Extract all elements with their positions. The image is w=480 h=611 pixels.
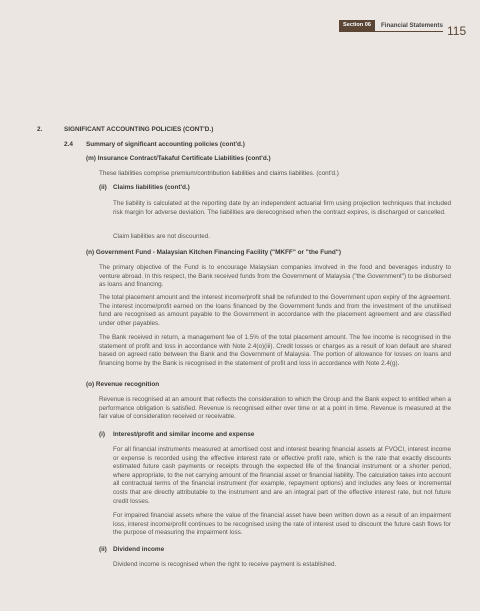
section-m-sub-para-1: The liability is calculated at the reporting date by an independent actuarial firm using projection techniques that included risk margin for adverse deviation. The liabilities are derecognised when the contract expires, is discharged or cancelled. <box>113 200 451 216</box>
heading-2-title: SIGNIFICANT ACCOUNTING POLICIES (CONT'D.) <box>64 126 214 133</box>
section-m-heading: (m) Insurance Contract/Takaful Certificate Liabilities (cont'd.) <box>86 155 271 162</box>
section-o-sub1-label: (i) <box>99 431 106 438</box>
section-title: Financial Statements <box>381 22 443 29</box>
section-o-sub2-label: (ii) <box>99 546 107 553</box>
section-n-para-1: The primary objective of the Fund is to encourage Malaysian companies involved in the food and beverages industry to venture abroad. In this respect, the Bank received funds from the Government of Malaysia ("the Government") to be disbursed as loans and financing. <box>99 264 451 289</box>
section-o-sub1-para-1: For all financial instruments measured at amortised cost and interest bearing financial assets at FVOCI, interest income or expense is recorded using the effective interest rate or effective profit rate, which is the rate that exactly discounts estimated future cash payments or receipts through the expected life of the financial instrument or a shorter period, where appropriate, to the net carrying amount of the financial asset or financial liability. The calculation takes into account all contractual terms of the financial instrument (for example, repayment options) and includes any fees or incremental costs that are directly attributable to the instrument and are an integral part of the effective interest rate, but not future credit losses. <box>113 446 451 505</box>
section-m-intro: These liabilities comprise premium/contribution liabilities and claims liabilities. (cont'd.) <box>99 170 339 177</box>
section-o-sub1-para-2: For impaired financial assets where the value of the financial asset have been written down as a result of an impairment loss, interest income/profit continues to be recognised using the rate of interest used to discount the future cash flows for the purpose of measuring the impairment loss. <box>113 512 451 537</box>
section-m-sub-label: (ii) <box>99 184 107 191</box>
section-o-heading: (o) Revenue recognition <box>86 381 160 388</box>
page-number: 115 <box>447 24 467 38</box>
section-o-para-1: Revenue is recognised at an amount that reflects the consideration to which the Group and the Bank expect to entitled when a performance obligation is satisfied. Revenue is recognised either over time or at a point in time. Revenue is measured at the fair value of consideration received or receivable. <box>99 396 451 421</box>
heading-2-4-title: Summary of significant accounting policies (cont'd.) <box>86 141 245 148</box>
section-badge: Section 06 <box>339 20 375 31</box>
section-n-heading: (n) Government Fund - Malaysian Kitchen Financing Facility ("MKFF" or "the Fund") <box>86 249 341 256</box>
section-o-sub1-title: Interest/profit and similar income and expense <box>113 431 255 438</box>
section-n-para-2: The total placement amount and the interest income/profit shall be refunded to the Government upon expiry of the agreement. The interest income/profit earned on the loans financed by the Government funds and from the investment of the unutilised fund are recognised as amount payable to the Government in accordance with the placement agreement and are classified under other payables. <box>99 294 451 327</box>
heading-2-number: 2. <box>37 126 43 133</box>
heading-2-4-number: 2.4 <box>64 141 73 148</box>
section-m-sub-title: Claims liabilities (cont'd.) <box>113 184 190 191</box>
section-n-para-3: The Bank received in return, a management fee of 1.5% of the total placement amount. The fee income is recognised in the statement of profit and loss in accordance with Note 2.4(o)(iii). Credit losses or charges as a result of loan default are shared based on agreed ratio between the Bank and the Government of Malaysia. The portion of allowance for losses on loans and financing borne by the Bank is recognised in the statement of profit and loss in accordance with Note 2.4(g). <box>99 334 451 367</box>
section-o-sub2-title: Dividend income <box>113 546 165 553</box>
header-rule <box>339 31 443 32</box>
section-m-sub-para-2: Claim liabilities are not discounted. <box>113 233 210 240</box>
section-o-sub2-para-1: Dividend income is recognised when the right to receive payment is established. <box>113 561 337 568</box>
